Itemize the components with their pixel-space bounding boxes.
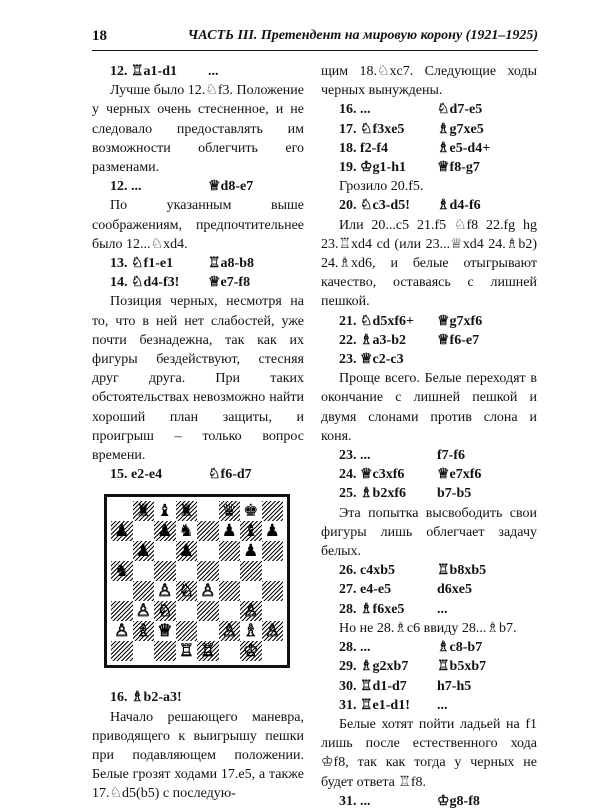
board-square-d3 xyxy=(176,601,198,621)
commentary: Эта попытка высвободить свои фигуры лишь облегчает задачу белых. xyxy=(321,505,537,560)
move-line: 31. ... ♔g8-f8 xyxy=(339,793,480,809)
left-column xyxy=(92,62,304,804)
move-line: 13. ♘f1-e1 ♖a8-b8 xyxy=(110,256,254,272)
chess-piece-black-g7: ♝ xyxy=(243,521,259,542)
move-line: 28. ... ♗c8-b7 xyxy=(339,640,483,656)
move-line: 27. e4-e5 d6xe5 xyxy=(339,582,472,598)
move-line: 16. ... ♘d7-e5 xyxy=(339,102,483,118)
move-line: 12. ... ♕d8-e7 xyxy=(110,179,254,195)
commentary: Позиция черных, несмотря на то, что в ней нет слабостей, уже почти безнадежна, так как их фигуры бездействуют, стесняя друг друга. При таких обстоятельствах невозможно найти хороший план защиты, и проигрыш – только вопрос времени. xyxy=(92,294,304,464)
board-square-c6 xyxy=(154,541,176,561)
board-square-e5 xyxy=(197,561,219,581)
move-line: 21. ♘d5xf6+ ♕g7xf6 xyxy=(339,313,483,329)
chess-piece-black-d6: ♟ xyxy=(178,541,194,562)
page-header xyxy=(92,26,538,51)
board-square-b7 xyxy=(133,521,155,541)
move-line: 24. ♕c3xf6 ♕e7xf6 xyxy=(339,467,482,483)
chess-piece-white-c4: ♙ xyxy=(157,581,173,602)
chess-piece-white-d1: ♖ xyxy=(178,641,194,662)
move-line: 31. ♖e1-d1! ... xyxy=(339,697,448,713)
chess-piece-black-f7: ♟ xyxy=(221,521,237,542)
move-line: 12. ♖a1-d1 ... xyxy=(110,64,219,79)
chess-piece-white-h2: ♙ xyxy=(264,621,280,642)
board-square-a1 xyxy=(111,641,133,661)
move-line: 15. e2-e4 ♘f6-d7 xyxy=(110,467,252,483)
chess-piece-black-d8: ♜ xyxy=(178,501,194,522)
chess-piece-white-g1: ♔ xyxy=(243,641,259,662)
commentary: щим 18.♘xc7. Следующие ходы черных вынуждены. xyxy=(321,64,537,99)
chess-piece-black-b6: ♟ xyxy=(135,541,151,562)
chess-piece-black-h7: ♟ xyxy=(264,521,280,542)
move-line: 23. ♕c2-c3 xyxy=(339,352,404,368)
board-square-a4 xyxy=(111,581,133,601)
board-square-g5 xyxy=(240,561,262,581)
board-square-f6 xyxy=(219,541,241,561)
chess-piece-white-b2: ♗ xyxy=(135,621,151,642)
board-square-e3 xyxy=(197,601,219,621)
chess-piece-white-c2: ♕ xyxy=(157,621,173,642)
commentary: Проще всего. Белые переходят в окончание с лишней пешкой и двумя слонами против слона и коня. xyxy=(321,371,537,444)
commentary: Или 20...c5 21.f5 ♘f8 22.fg hg 23.♖xd4 cd (или 23...♕xd4 24.♗b2) 24.♗xd6, и белые отыгрывают качество, оставаясь с лишней пешкой. xyxy=(321,217,537,310)
board-square-d5 xyxy=(176,561,198,581)
chess-piece-white-f2: ♙ xyxy=(221,621,237,642)
move-line: 22. ♗a3-b2 ♕f6-e7 xyxy=(339,332,480,348)
board-square-c1 xyxy=(154,641,176,661)
chess-piece-white-d4: ♘ xyxy=(178,581,194,602)
board-square-h4 xyxy=(262,581,284,601)
chess-piece-black-g8: ♚ xyxy=(243,501,259,522)
move-line: 19. ♔g1-h1 ♕f8-g7 xyxy=(339,160,480,176)
chess-piece-white-c3: ♘ xyxy=(157,601,173,622)
move-line: 23. ... f7-f6 xyxy=(339,448,465,464)
move-line: 28. ♗f6xe5 ... xyxy=(339,601,448,617)
chess-piece-white-a2: ♙ xyxy=(114,621,130,642)
chess-piece-black-b8: ♜ xyxy=(135,501,151,522)
board-square-h8 xyxy=(262,501,284,521)
board-square-e7 xyxy=(197,521,219,541)
board-square-h6 xyxy=(262,541,284,561)
page-number: 18 xyxy=(92,28,107,44)
board-square-e8 xyxy=(197,501,219,521)
move-line: 26. c4xb5 ♖b8xb5 xyxy=(339,563,487,579)
board-square-a3 xyxy=(111,601,133,621)
right-column xyxy=(321,62,537,811)
board-square-f3 xyxy=(219,601,241,621)
board-square-c5 xyxy=(154,561,176,581)
chess-piece-black-f8: ♛ xyxy=(221,501,237,522)
board-square-d2 xyxy=(176,621,198,641)
move-line: 18. f2-f4 ♗e5-d4+ xyxy=(339,140,491,156)
chess-board-grid xyxy=(111,501,283,661)
board-square-b4 xyxy=(133,581,155,601)
chess-piece-black-d7: ♞ xyxy=(178,521,194,542)
commentary: По указанным выше соображениям, предпочтительнее было 12...♘xd4. xyxy=(92,198,304,252)
board-square-h1 xyxy=(262,641,284,661)
commentary: Начало решающего маневра, приводящего к выигрышу пешки при подавляющем положении. Белые грозят ходами 17.e5, а также 17.♘d5(b5) с последую- xyxy=(92,709,304,802)
chess-piece-black-g6: ♟ xyxy=(243,541,259,562)
chess-piece-white-e1: ♖ xyxy=(200,641,216,662)
board-square-a6 xyxy=(111,541,133,561)
chess-piece-black-a5: ♞ xyxy=(114,561,130,582)
board-square-f5 xyxy=(219,561,241,581)
board-square-b1 xyxy=(133,641,155,661)
chess-piece-black-c8: ♝ xyxy=(157,501,173,522)
running-title: ЧАСТЬ III. Претендент на мировую корону (1921–1925) xyxy=(187,28,538,43)
chess-piece-white-g2: ♗ xyxy=(243,621,259,642)
move-line: 30. ♖d1-d7 h7-h5 xyxy=(339,678,472,694)
move-line: 14. ♘d4-f3! ♕e7-f8 xyxy=(110,275,251,291)
chess-piece-black-c7: ♟ xyxy=(157,521,173,542)
move-line: 25. ♗b2xf6 b7-b5 xyxy=(339,486,472,502)
board-square-b5 xyxy=(133,561,155,581)
move-line: 29. ♗g2xb7 ♖b5xb7 xyxy=(339,659,487,675)
board-square-h5 xyxy=(262,561,284,581)
board-square-e2 xyxy=(197,621,219,641)
move-line: 16. ♗b2-a3! xyxy=(110,690,182,706)
chess-piece-black-a7: ♟ xyxy=(114,521,130,542)
chess-piece-white-b3: ♙ xyxy=(135,601,151,622)
commentary: Грозило 20.f5. xyxy=(339,179,424,195)
board-square-h3 xyxy=(262,601,284,621)
board-square-e6 xyxy=(197,541,219,561)
move-line: 20. ♘c3-d5! ♗d4-f6 xyxy=(339,198,481,214)
chess-diagram xyxy=(104,494,290,668)
chess-piece-white-g3: ♙ xyxy=(243,601,259,622)
commentary: Белые хотят пойти ладьей на f1 лишь после естественного хода ♔f8, так как тогда у черных не будет ответа ♖f8. xyxy=(321,716,537,790)
board-square-f4 xyxy=(219,581,241,601)
commentary: Лучше было 12.♘f3. Положение у черных очень стесненное, и не следовало предоставлять им возможности облегчить его разменами. xyxy=(92,83,304,176)
move-line: 17. ♘f3xe5 ♗g7xe5 xyxy=(339,121,484,137)
board-square-f1 xyxy=(219,641,241,661)
commentary: Но не 28.♗c6 ввиду 28...♗b7. xyxy=(339,620,517,636)
board-square-a8 xyxy=(111,501,133,521)
chess-piece-white-e4: ♙ xyxy=(200,581,216,602)
board-square-g4 xyxy=(240,581,262,601)
